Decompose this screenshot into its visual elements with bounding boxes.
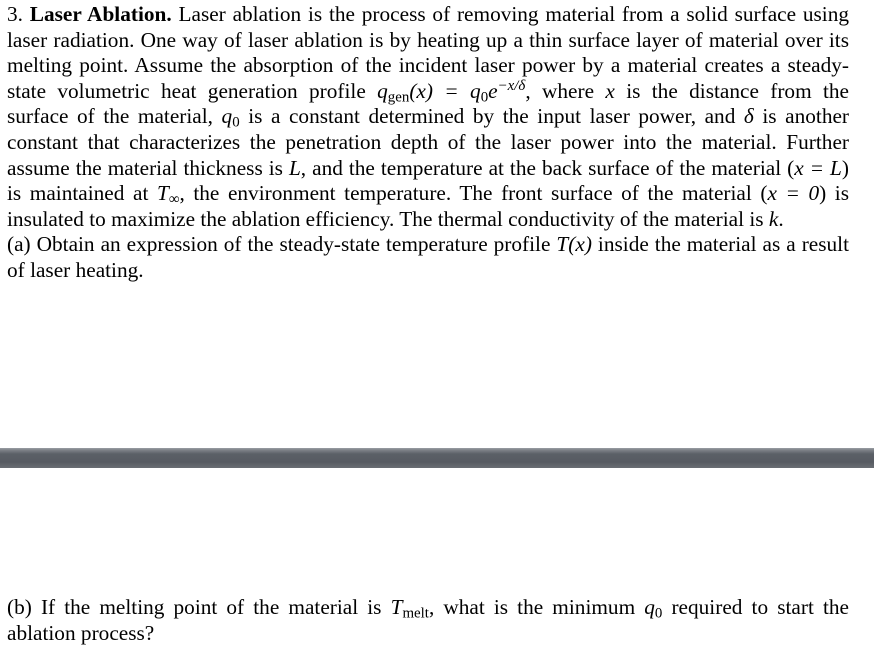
problem-line-8-text-c: ) is: [819, 181, 850, 206]
part-b-text-c: required to start the: [671, 595, 849, 619]
front-surface-condition: x = 0: [767, 181, 820, 206]
problem-line-5: [7, 104, 849, 130]
eq-q-symbol: q: [377, 78, 388, 103]
problem-line-5-text-a: surface of the material,: [7, 104, 213, 129]
eq-gen-subscript: gen: [387, 89, 410, 106]
part-b-line-1: [7, 595, 849, 621]
page-divider: [0, 448, 874, 468]
var-x: x: [605, 78, 615, 103]
problem-line-7-text-c: ): [841, 155, 849, 180]
problem-line-5-text-c: is another: [762, 104, 850, 129]
problem-line-8-text-a: is maintained at: [7, 181, 149, 206]
part-b-line-2: ablation process?: [7, 620, 155, 645]
problem-line-5-text-b: is a constant determined by the input laser power, and: [248, 104, 736, 129]
part-a-text-a: (a) Obtain an expression of the steady-state temperature profile: [7, 232, 551, 257]
part-a-line-2: of laser heating.: [7, 257, 144, 282]
problem-line-7-text-b: , and the temperature at the back surface of the material (: [300, 155, 795, 180]
problem-line-1-text: Laser ablation is the process of removing material from a solid surface using: [178, 2, 850, 26]
eq-q0-symbol: q: [470, 78, 481, 103]
var-infinity-subscript: ∞: [168, 191, 180, 208]
part-a-text-b: inside the material as a result: [597, 232, 850, 257]
var-q0: [221, 104, 240, 132]
var-T-melt-symbol: T: [390, 595, 403, 619]
eq-exponent: −x/δ: [497, 77, 526, 94]
heat-generation-equation: [377, 77, 526, 106]
var-L: L: [288, 155, 301, 180]
problem-line-9-text-a: insulated to maximize the ablation efficiency. The thermal conductivity of the material is: [7, 206, 764, 231]
var-Tx-arg: (x): [568, 232, 592, 257]
problem-line-4-text-c: is the distance from the: [626, 78, 850, 103]
var-T-of-x: [556, 232, 592, 256]
problem-number: 3.: [7, 2, 23, 26]
var-T-symbol: T: [156, 181, 169, 206]
problem-line-2: laser radiation. One way of laser ablation is by heating up a thin surface layer of material over its: [7, 27, 849, 52]
part-b-text: [7, 595, 849, 646]
var-q0-b-symbol: q: [644, 595, 655, 619]
var-q0-b-subscript: 0: [654, 605, 663, 622]
problem-line-8-text-b: , the environment temperature. The front surface of the material (: [179, 181, 768, 206]
var-T-infinity: [156, 181, 180, 208]
problem-line-3: melting point. Assume the absorption of the incident laser power by a material creates a steady-: [7, 53, 849, 78]
part-b-text-a: (b) If the melting point of the material is: [7, 595, 382, 619]
eq-e-symbol: e: [488, 78, 498, 103]
problem-line-1: [7, 2, 849, 28]
part-a-line-1: [7, 232, 849, 258]
problem-line-7: [7, 156, 849, 182]
var-q0-subscript: 0: [232, 115, 240, 132]
var-T-melt: [390, 595, 429, 622]
problem-line-9: [7, 207, 849, 233]
part-b-text-b: , what is the minimum: [428, 595, 636, 619]
eq-x-arg: (x) =: [409, 78, 471, 103]
var-delta: δ: [743, 104, 754, 129]
eq-q0-subscript: 0: [480, 89, 489, 106]
problem-line-4-text-b: , where: [525, 78, 595, 103]
problem-line-4-text-a: state volumetric heat generation profile: [7, 78, 366, 103]
problem-title: Laser Ablation.: [29, 2, 172, 26]
problem-line-7-text-a: assume the material thickness is: [7, 155, 283, 180]
problem-line-8: [7, 181, 849, 207]
var-k: k: [768, 206, 779, 231]
problem-line-9-text-b: .: [778, 206, 784, 231]
back-surface-condition: x = L: [794, 155, 842, 180]
problem-line-4: [7, 79, 849, 105]
problem-3-text: [7, 2, 849, 284]
var-Tx-symbol: T: [556, 232, 569, 257]
var-q0-b: [644, 595, 663, 622]
var-q0-symbol: q: [221, 104, 233, 129]
problem-line-6: constant that characterizes the penetration depth of the laser power into the material. Further: [7, 129, 849, 154]
var-melt-subscript: melt: [402, 605, 429, 622]
